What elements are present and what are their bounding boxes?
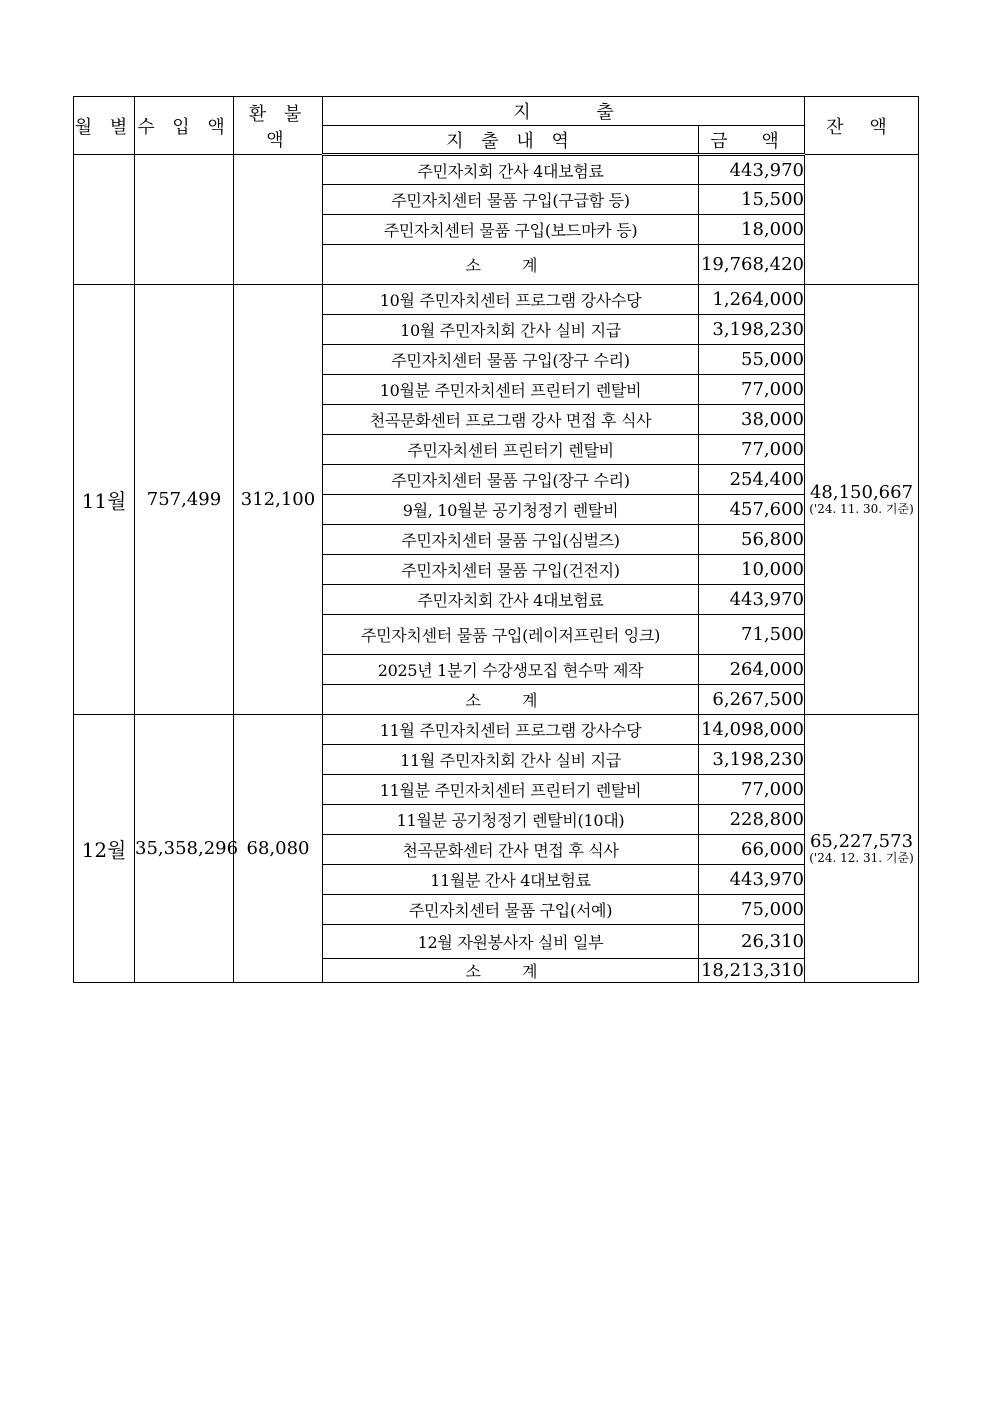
refund-amount: 312,100: [234, 285, 323, 715]
refund-amount: 68,080: [234, 715, 323, 983]
balance-date-note: ('24. 12. 31. 기준): [809, 851, 914, 865]
expense-desc: 11월분 간사 4대보험료: [323, 865, 699, 895]
expense-desc: 주민자치센터 프린터기 렌탈비: [323, 435, 699, 465]
ledger-table: [73, 96, 919, 983]
expense-amount: 56,800: [699, 525, 805, 555]
subtotal-label: 소 계: [323, 685, 699, 715]
income-cell-empty: [135, 155, 234, 285]
expense-desc: 9월, 10월분 공기청정기 렌탈비: [323, 495, 699, 525]
expense-amount: 15,500: [699, 185, 805, 215]
expense-desc: 11월 주민자치회 간사 실비 지급: [323, 745, 699, 775]
subtotal-label: 소 계: [323, 959, 699, 983]
header-expense: 지 출: [323, 97, 805, 126]
expense-desc: 주민자치회 간사 4대보험료: [323, 585, 699, 615]
expense-amount: 66,000: [699, 835, 805, 865]
expense-amount: 443,970: [699, 585, 805, 615]
expense-amount: 443,970: [699, 865, 805, 895]
expense-desc: 주민자치센터 물품 구입(심벌즈): [323, 525, 699, 555]
refund-cell-empty: [234, 155, 323, 285]
header-income: 수 입 액: [135, 97, 234, 155]
expense-desc: 주민자치센터 물품 구입(장구 수리): [323, 465, 699, 495]
expense-amount: 10,000: [699, 555, 805, 585]
expense-amount: 443,970: [699, 155, 805, 185]
month-label: 12월: [74, 715, 135, 983]
table-row: [74, 715, 919, 745]
month-cell-empty: [74, 155, 135, 285]
expense-amount: 38,000: [699, 405, 805, 435]
expense-desc: 12월 자원봉사자 실비 일부: [323, 925, 699, 959]
header-expense-detail: 지 출 내 역: [323, 126, 699, 155]
subtotal-amount: 18,213,310: [699, 959, 805, 983]
income-amount: 35,358,296: [135, 715, 234, 983]
expense-desc: 11월 주민자치센터 프로그램 강사수당: [323, 715, 699, 745]
balance-date-note: ('24. 11. 30. 기준): [809, 502, 914, 516]
table-row: [74, 155, 919, 185]
expense-desc: 천곡문화센터 프로그램 강사 면접 후 식사: [323, 405, 699, 435]
expense-amount: 1,264,000: [699, 285, 805, 315]
expense-amount: 264,000: [699, 655, 805, 685]
balance-cell: [805, 715, 919, 983]
balance-cell-empty: [805, 155, 919, 285]
expense-desc: 2025년 1분기 수강생모집 현수막 제작: [323, 655, 699, 685]
expense-amount: 55,000: [699, 345, 805, 375]
expense-amount: 77,000: [699, 375, 805, 405]
balance-cell: [805, 285, 919, 715]
table-header: [74, 97, 919, 155]
subtotal-amount: 19,768,420: [699, 245, 805, 285]
expense-amount: 71,500: [699, 615, 805, 655]
expense-amount: 3,198,230: [699, 315, 805, 345]
header-refund: 환 불 액: [234, 97, 323, 155]
expense-desc: 10월분 주민자치센터 프린터기 렌탈비: [323, 375, 699, 405]
expense-amount: 228,800: [699, 805, 805, 835]
subtotal-label: 소 계: [323, 245, 699, 285]
expense-desc: 11월분 주민자치센터 프린터기 렌탈비: [323, 775, 699, 805]
expense-amount: 77,000: [699, 435, 805, 465]
expense-desc: 10월 주민자치센터 프로그램 강사수당: [323, 285, 699, 315]
income-amount: 757,499: [135, 285, 234, 715]
balance-amount: 65,227,573: [809, 831, 914, 852]
expense-desc: 주민자치센터 물품 구입(보드마카 등): [323, 215, 699, 245]
expense-desc: 11월분 공기청정기 렌탈비(10대): [323, 805, 699, 835]
expense-amount: 75,000: [699, 895, 805, 925]
expense-desc: 주민자치센터 물품 구입(장구 수리): [323, 345, 699, 375]
expense-desc: 천곡문화센터 간사 면접 후 식사: [323, 835, 699, 865]
expense-amount: 18,000: [699, 215, 805, 245]
expense-amount: 457,600: [699, 495, 805, 525]
header-amount: 금 액: [699, 126, 805, 155]
header-balance: 잔 액: [805, 97, 919, 155]
expense-amount: 3,198,230: [699, 745, 805, 775]
table-row: [74, 285, 919, 315]
expense-amount: 26,310: [699, 925, 805, 959]
balance-amount: 48,150,667: [809, 482, 914, 503]
expense-desc: 주민자치센터 물품 구입(구급함 등): [323, 185, 699, 215]
expense-desc: 주민자치센터 물품 구입(레이저프린터 잉크): [323, 615, 699, 655]
expense-desc: 주민자치센터 물품 구입(건전지): [323, 555, 699, 585]
month-label: 11월: [74, 285, 135, 715]
expense-amount: 14,098,000: [699, 715, 805, 745]
expense-desc: 주민자치회 간사 4대보험료: [323, 155, 699, 185]
subtotal-amount: 6,267,500: [699, 685, 805, 715]
header-month: 월 별: [74, 97, 135, 155]
expense-desc: 주민자치센터 물품 구입(서예): [323, 895, 699, 925]
expense-desc: 10월 주민자치회 간사 실비 지급: [323, 315, 699, 345]
expense-amount: 77,000: [699, 775, 805, 805]
expense-amount: 254,400: [699, 465, 805, 495]
